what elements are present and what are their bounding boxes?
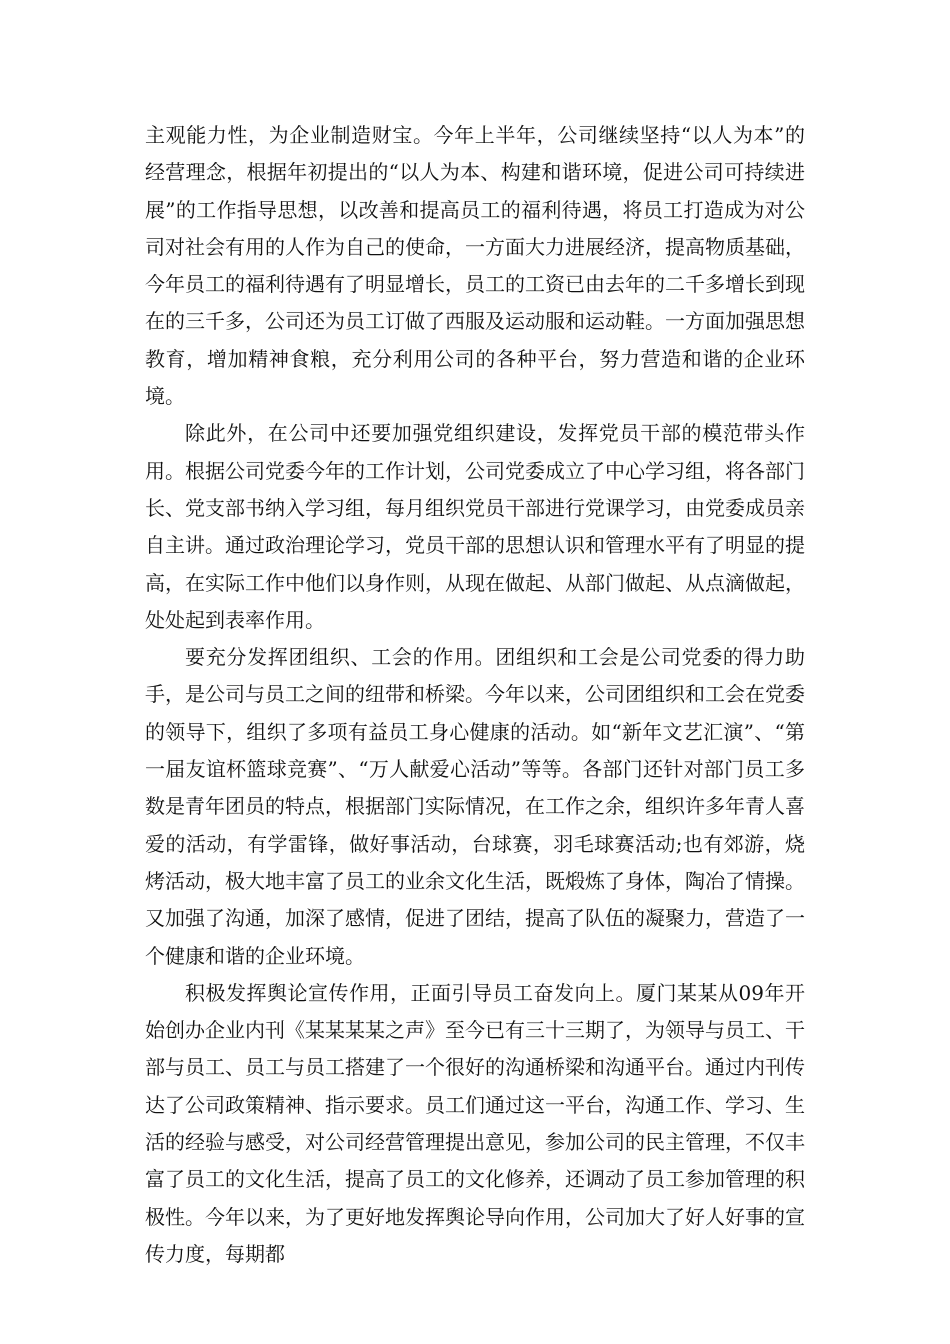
paragraph-party-building: 除此外，在公司中还要加强党组织建设，发挥党员干部的模范带头作用。根据公司党委今年的工作计划，公司党委成立了中心学习组，将各部门长、党支部书纳入学习组，每月组织党员干部进行党课学习，由党委成员亲自主讲。通过政治理论学习，党员干部的思想认识和管理水平有了明显的提高，在实际工作中他们以身作则，从现在做起、从部门做起、从点滴做起，处处起到表率作用。 [145, 421, 805, 632]
paragraph-publicity: 积极发挥舆论宣传作用，正面引导员工奋发向上。厦门某某从09年开始创办企业内刊《某某某某之声》至今已有三十三期了，为领导与员工、干部与员工、员工与员工搭建了一个很好的沟通桥梁和沟通平台。通过内刊传达了公司政策精神、指示要求。员工们通过这一平台，沟通工作、学习、生活的经验与感受，对公司经营管理提出意见，参加公司的民主管理，不仅丰富了员工的文化生活，提高了员工的文化修养，还调动了员工参加管理的积极性。今年以来，为了更好地发挥舆论导向作用，公司加大了好人好事的宣传力度，每期都 [145, 980, 805, 1266]
document-body [145, 117, 805, 1273]
paragraph-league-union: 要充分发挥团组织、工会的作用。团组织和工会是公司党委的得力助手，是公司与员工之间的纽带和桥梁。今年以来，公司团组织和工会在党委的领导下，组织了多项有益员工身心健康的活动。如“新年文艺汇演”、“第一届友谊杯篮球竞赛”、“万人献爱心活动”等等。各部门还针对部门员工多数是青年团员的特点，根据部门实际情况，在工作之余，组织许多年青人喜爱的活动，有学雷锋，做好事活动，台球赛，羽毛球赛活动;也有郊游，烧烤活动，极大地丰富了员工的业余文化生活，既煅炼了身体，陶冶了情操。又加强了沟通，加深了感情，促进了团结，提高了队伍的凝聚力，营造了一个健康和谐的企业环境。 [145, 645, 805, 968]
paragraph-continuation: 主观能力性，为企业制造财宝。今年上半年，公司继续坚持“以人为本”的经营理念，根据年初提出的“以人为本、构建和谐环境，促进公司可持续进展”的工作指导思想，以改善和提高员工的福利待遇，将员工打造成为对公司对社会有用的人作为自己的使命，一方面大力进展经济，提高物质基础，今年员工的福利待遇有了明显增长，员工的工资已由去年的二千多增长到现在的三千多，公司还为员工订做了西服及运动服和运动鞋。一方面加强思想教育，增加精神食粮，充分利用公司的各种平台，努力营造和谐的企业环境。 [145, 123, 805, 409]
